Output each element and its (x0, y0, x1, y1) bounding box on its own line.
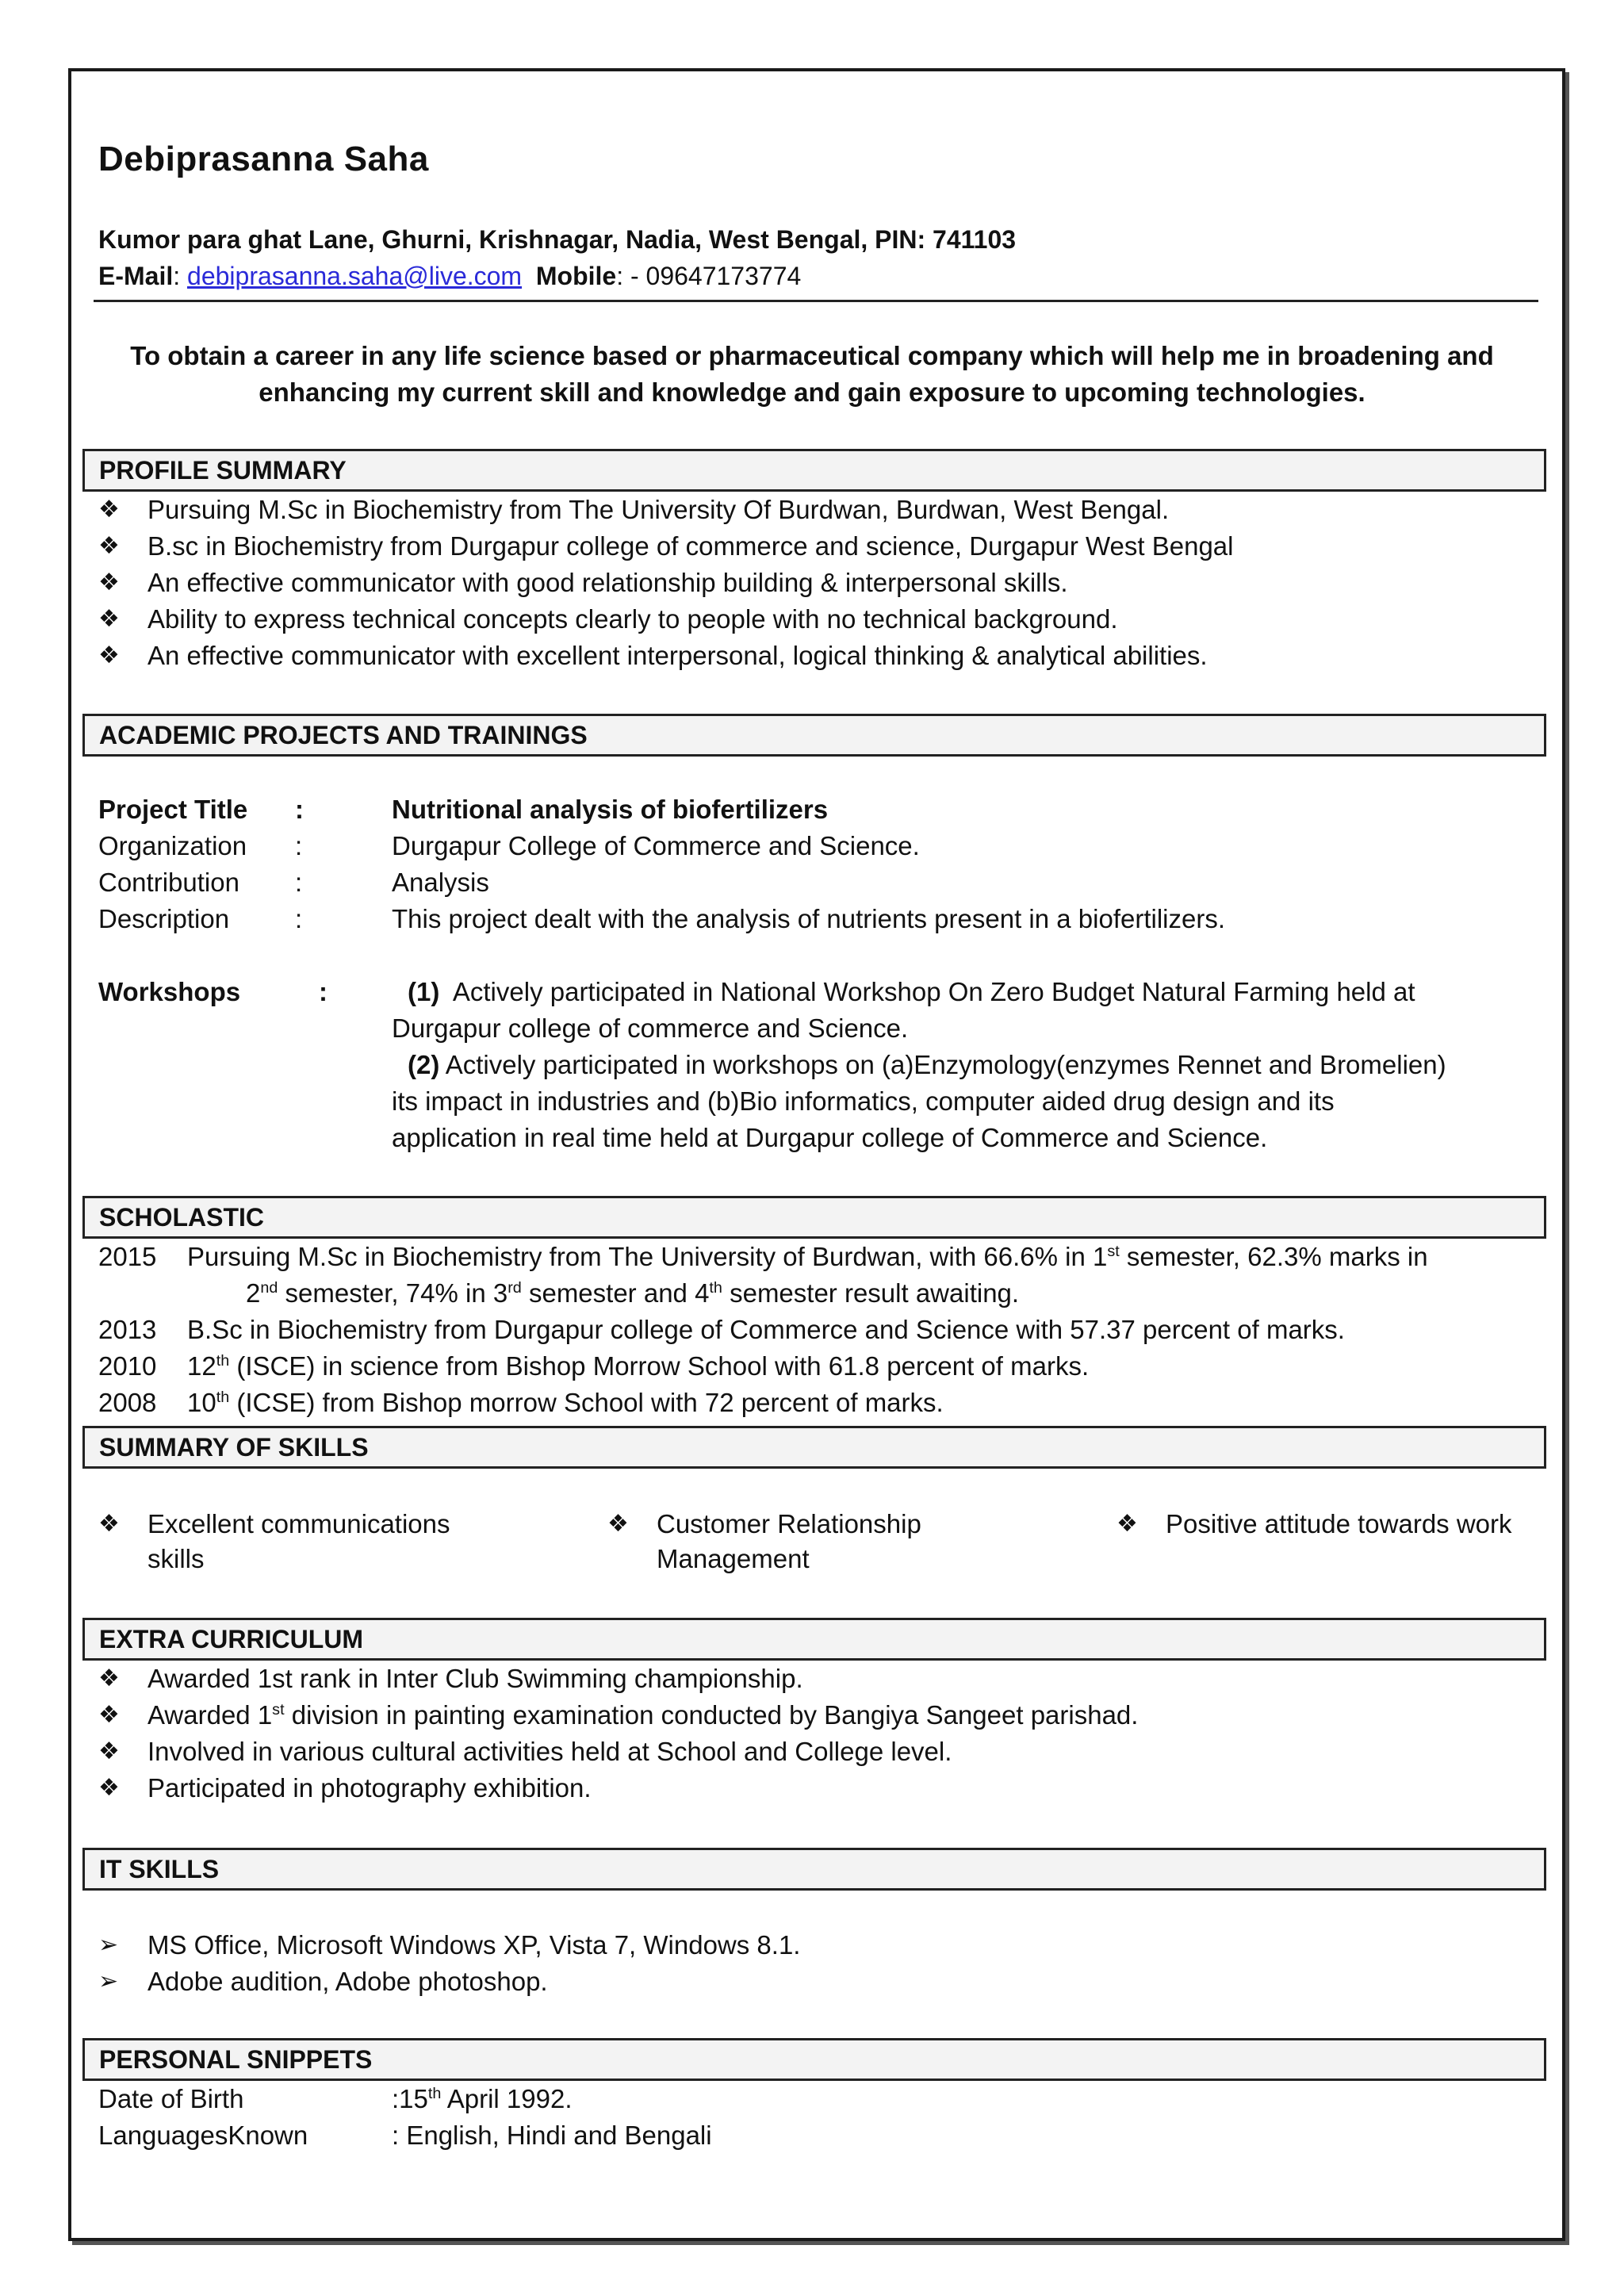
scholastic-2015-line-2: 2nd semester, 74% in 3rd semester and 4th semester result awaiting. (246, 1278, 1020, 1308)
header-divider (94, 300, 1538, 302)
diamond-bullet-icon: ❖ (607, 1511, 629, 1537)
contribution-value: Analysis (392, 868, 489, 897)
email-label: E-Mail (98, 262, 174, 290)
diamond-bullet-icon: ❖ (1116, 1511, 1138, 1537)
scholastic-2013: B.Sc in Biochemistry from Durgapur college of Commerce and Science with 57.37 percent of marks. (187, 1315, 1345, 1344)
description-value: This project dealt with the analysis of nutrients present in a biofertilizers. (392, 904, 1226, 933)
dob-value: :15th April 1992. (392, 2084, 573, 2113)
year-2008: 2008 (98, 1388, 157, 1417)
list-item: ❖ Participated in photography exhibition. (98, 1770, 1138, 1806)
section-personal-snippets: PERSONAL SNIPPETS (82, 2038, 1546, 2081)
description-label: Description (98, 904, 230, 933)
diamond-bullet-icon: ❖ (98, 496, 120, 523)
section-extra-curriculum: EXTRA CURRICULUM (82, 1618, 1546, 1661)
arrow-bullet-icon: ➢ (98, 1932, 119, 1958)
workshop-1-line-2: Durgapur college of commerce and Science. (392, 1013, 909, 1043)
mobile-number: : - 09647173774 (616, 262, 802, 290)
workshop-1-line-1: (1) Actively participated in National Workshop On Zero Budget Natural Farming held at (408, 977, 1415, 1006)
contribution-sep: : (295, 868, 303, 897)
list-item: ❖ B.sc in Biochemistry from Durgapur college of commerce and science, Durgapur West Bengal (98, 528, 1233, 565)
scholastic-2010: 12th (ISCE) in science from Bishop Morrow School with 61.8 percent of marks. (187, 1351, 1090, 1381)
diamond-bullet-icon: ❖ (98, 606, 120, 632)
diamond-bullet-icon: ❖ (98, 1775, 120, 1801)
section-it-skills: IT SKILLS (82, 1848, 1546, 1891)
extra-curriculum-list (98, 1661, 1138, 1806)
section-scholastic: SCHOLASTIC (82, 1196, 1546, 1239)
year-2015: 2015 (98, 1242, 157, 1271)
it-skills-list (98, 1927, 800, 2000)
list-item: ❖ Awarded 1st division in painting examination conducted by Bangiya Sangeet parishad. (98, 1697, 1138, 1734)
address: Kumor para ghat Lane, Ghurni, Krishnagar, Nadia, West Bengal, PIN: 741103 (98, 225, 1017, 254)
description-sep: : (295, 904, 303, 933)
arrow-bullet-icon: ➢ (98, 1968, 119, 1994)
diamond-bullet-icon: ❖ (98, 1702, 120, 1728)
workshop-2-line-2: its impact in industries and (b)Bio informatics, computer aided drug design and its (392, 1086, 1335, 1116)
scholastic-2008: 10th (ICSE) from Bishop morrow School with 72 percent of marks. (187, 1388, 944, 1417)
list-item: ❖ Pursuing M.Sc in Biochemistry from The University Of Burdwan, Burdwan, West Bengal. (98, 492, 1233, 528)
diamond-bullet-icon: ❖ (98, 1665, 120, 1692)
project-title-sep: : (295, 795, 304, 824)
diamond-bullet-icon: ❖ (98, 642, 120, 669)
candidate-name: Debiprasanna Saha (98, 140, 429, 178)
profile-summary-list (98, 492, 1233, 674)
workshops-sep: : (319, 977, 327, 1006)
diamond-bullet-icon: ❖ (98, 569, 120, 596)
email-link[interactable]: debiprasanna.saha@live.com (187, 262, 523, 290)
diamond-bullet-icon: ❖ (98, 1738, 120, 1764)
dob-label: Date of Birth (98, 2084, 244, 2113)
organization-value: Durgapur College of Commerce and Science. (392, 831, 920, 860)
career-objective: To obtain a career in any life science based or pharmaceutical company which will help me in broadening and enhancing my current skill and knowledge and gain exposure to upcoming technologies. (130, 341, 1494, 407)
workshops-label: Workshops (98, 977, 241, 1006)
list-item: ❖ Involved in various cultural activities held at School and College level. (98, 1734, 1138, 1770)
workshop-2-line-3: application in real time held at Durgapur college of Commerce and Science. (392, 1123, 1268, 1152)
languages-label: LanguagesKnown (98, 2121, 308, 2150)
list-item: ❖ Awarded 1st rank in Inter Club Swimming championship. (98, 1661, 1138, 1697)
project-title-label: Project Title (98, 795, 248, 824)
section-summary-of-skills: SUMMARY OF SKILLS (82, 1426, 1546, 1469)
list-item: ➢ Adobe audition, Adobe photoshop. (98, 1964, 800, 2000)
mobile-label: Mobile (535, 262, 617, 290)
list-item: ❖ An effective communicator with excellent interpersonal, logical thinking & analytical abilities. (98, 638, 1233, 674)
list-item: ❖ Ability to express technical concepts clearly to people with no technical background. (98, 601, 1233, 638)
organization-sep: : (295, 831, 303, 860)
scholastic-2015-line-1: Pursuing M.Sc in Biochemistry from The University of Burdwan, with 66.6% in 1st semester, 62.3% marks in (187, 1242, 1428, 1271)
workshop-2-line-1: (2) Actively participated in workshops on (a)Enzymology(enzymes Rennet and Bromelien) (408, 1050, 1446, 1079)
email-sep: : (173, 262, 188, 290)
diamond-bullet-icon: ❖ (98, 533, 120, 559)
year-2010: 2010 (98, 1351, 157, 1381)
diamond-bullet-icon: ❖ (98, 1511, 120, 1537)
project-title-value: Nutritional analysis of biofertilizers (392, 795, 829, 824)
contribution-label: Contribution (98, 868, 239, 897)
section-profile-summary: PROFILE SUMMARY (82, 449, 1546, 492)
year-2013: 2013 (98, 1315, 157, 1344)
contact-line (98, 262, 801, 291)
list-item: ❖ An effective communicator with good relationship building & interpersonal skills. (98, 565, 1233, 601)
list-item: ➢ MS Office, Microsoft Windows XP, Vista 7, Windows 8.1. (98, 1927, 800, 1964)
section-academic-projects: ACADEMIC PROJECTS AND TRAININGS (82, 714, 1546, 757)
languages-value: : English, Hindi and Bengali (392, 2121, 712, 2150)
organization-label: Organization (98, 831, 247, 860)
